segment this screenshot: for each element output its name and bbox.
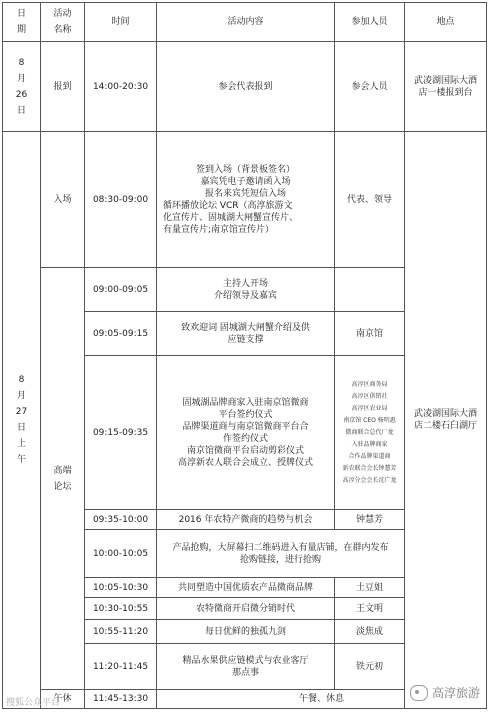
row-participants: 土豆姐 [335, 578, 405, 598]
header-participants: 参加人员 [335, 3, 405, 42]
day1-time: 14:00-20:30 [85, 42, 157, 132]
row-participants: 铁元初 [335, 644, 405, 690]
row-content: 主持人开场 介绍领导及嘉宾 [157, 268, 335, 312]
row-participants: 王文明 [335, 598, 405, 620]
day1-date: 8 月 26 日 [3, 42, 41, 132]
header-name: 活动 名称 [41, 3, 85, 42]
watermark-left: 搜狐公众平台 [6, 698, 61, 708]
header-time: 时间 [85, 3, 157, 42]
lunch-name: 午休 [41, 690, 85, 709]
row-content-wide: 产品抢购，大屏幕扫二维码进入有量店铺，在群内发布 抢购链接，进行抢购 [157, 530, 405, 578]
forum-name: 高端 论坛 [41, 268, 85, 690]
entry-content: 签到入场（背景板签名） 嘉宾凭电子邀请函入场 报名来宾凭短信入场 循环播放论坛 VCR（高淳旅游文 化宣传片、固城湖大闸蟹宣传片、 有量宣传片;南京馆宣传片） [157, 132, 335, 268]
row-participants: 淡焦成 [335, 620, 405, 644]
row-time: 09:15-09:35 [85, 356, 157, 510]
row-content: 2016 年农特产微商的趋势与机会 [157, 510, 335, 530]
row-time: 10:30-10:55 [85, 598, 157, 620]
row-time: 09:00-09:05 [85, 268, 157, 312]
schedule-table [2, 2, 487, 709]
entry-time: 08:30-09:00 [85, 132, 157, 268]
row-content: 固城湖品牌商家入驻南京馆微商 平台签约仪式 品牌渠道商与南京馆微商平台合 作签约仪式 南京馆微商平台启动剪彩仪式 高淳新农人联合会成立、授牌仪式 [157, 356, 335, 510]
row-time: 09:05-09:15 [85, 312, 157, 356]
row-participants [335, 268, 405, 312]
day1-participants: 参会人员 [335, 42, 405, 132]
row-content: 精品水果供应链模式与农业客厅 那点事 [157, 644, 335, 690]
header-content: 活动内容 [157, 3, 335, 42]
day1-row [3, 42, 487, 132]
row-participants: 南京馆 [335, 312, 405, 356]
day1-name: 报到 [41, 42, 85, 132]
header-location: 地点 [405, 3, 487, 42]
row-participants: 钟慧芳 [335, 510, 405, 530]
row-time: 11:20-11:45 [85, 644, 157, 690]
entry-row [3, 132, 487, 268]
watermark-right-text: 高淳旅游 [431, 686, 480, 700]
row-time: 10:00-10:05 [85, 530, 157, 578]
day2-location: 武凌湖国际大酒 店二楼石臼湖厅 [405, 132, 487, 709]
row-time: 09:35-10:00 [85, 510, 157, 530]
row-content: 农特微商开启微分销时代 [157, 598, 335, 620]
day1-location: 武凌湖国际大酒 店一楼报到台 [405, 42, 487, 132]
watermark-right [410, 684, 480, 701]
day1-content: 参会代表报到 [157, 42, 335, 132]
header-row [3, 3, 487, 42]
entry-participants: 代表、领导 [335, 132, 405, 268]
day2-date: 8 月 27 日 上 午 [3, 132, 41, 709]
row-content: 共同塑造中国优质农产品微商品牌 [157, 578, 335, 598]
row-content: 致欢迎词 固城湖大闸蟹介绍及供 应链支撑 [157, 312, 335, 356]
row-time: 10:05-10:30 [85, 578, 157, 598]
signing-participants-list: 高淳区商务局 高淳区供销社 高淳区农业局 南京馆 CEO 杨明惠 微商联合总代厂龙 入驻品牌商家 合作品牌渠道商 新农联合会长钟慧芳 高淳分会会长沈广龙 [335, 356, 405, 510]
row-time: 10:55-11:20 [85, 620, 157, 644]
wechat-icon [410, 685, 428, 701]
row-content: 每日优鲜的独孤九剑 [157, 620, 335, 644]
entry-name: 入场 [41, 132, 85, 268]
header-date: 日 期 [3, 3, 41, 42]
lunch-time: 11:45-13:30 [85, 690, 157, 709]
lunch-content: 午餐、休息 [157, 690, 487, 709]
